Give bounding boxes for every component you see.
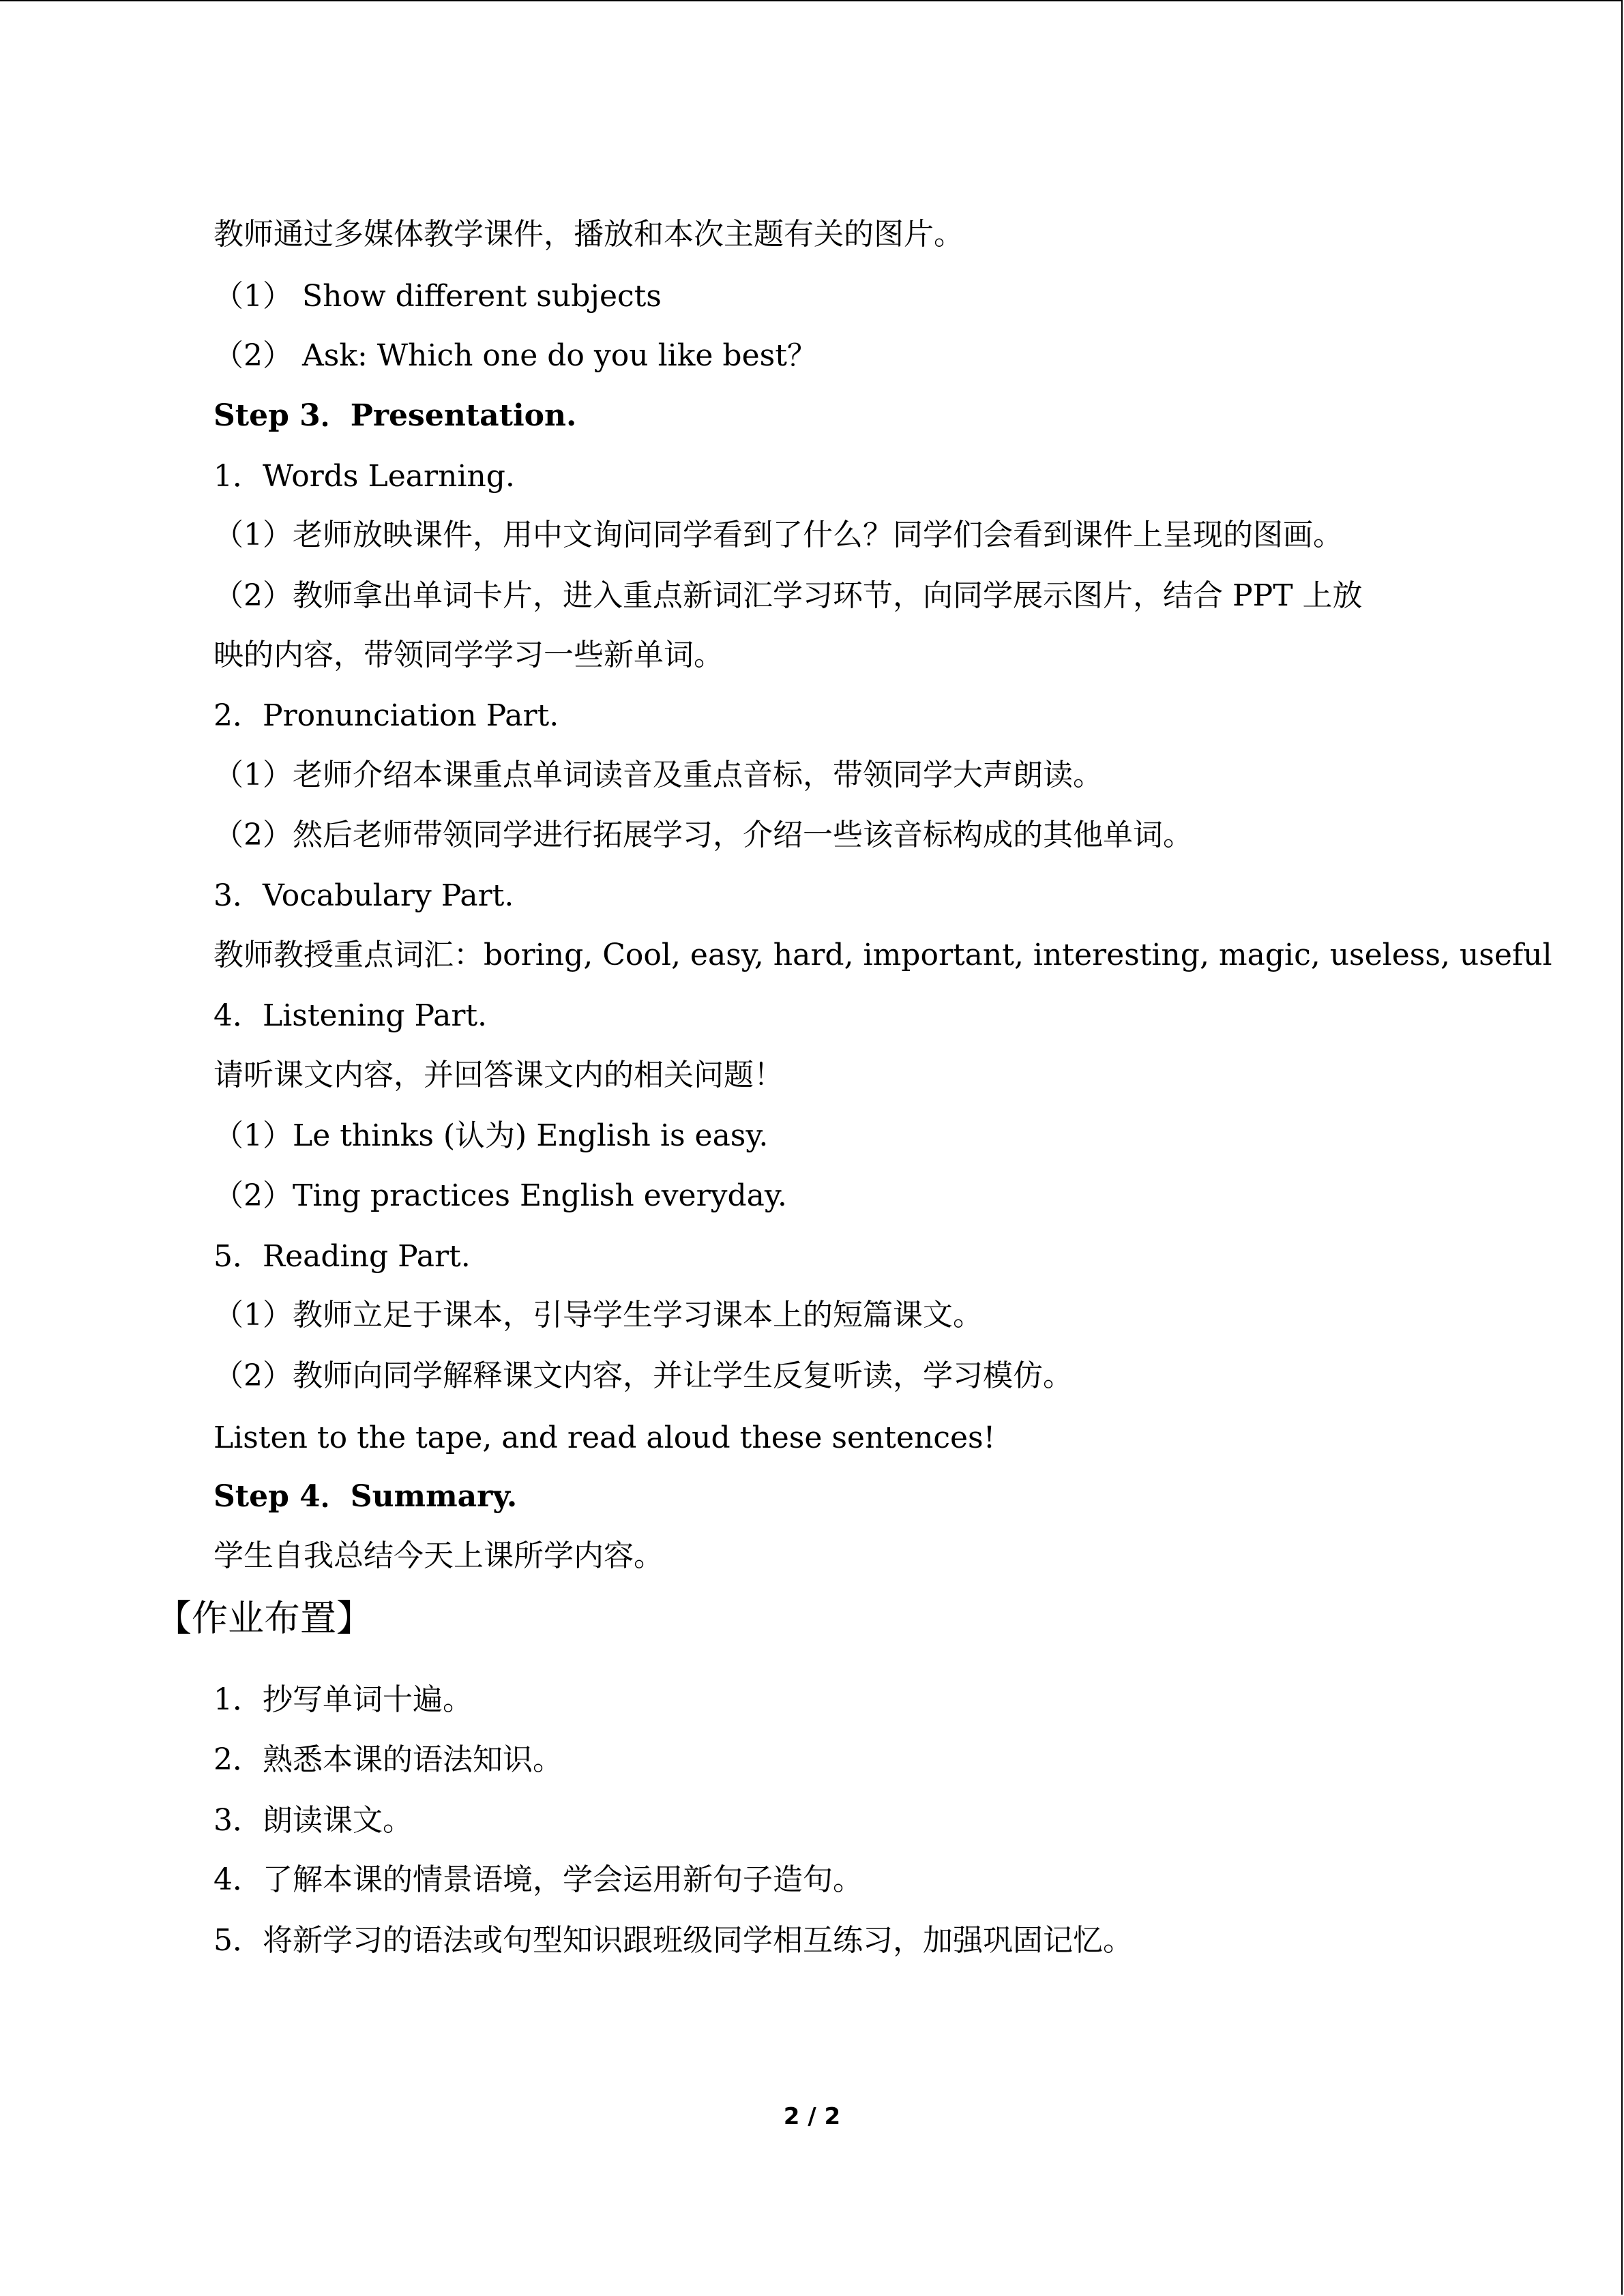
homework-item: 1．抄写单词十遍。 [213,1682,473,1717]
section-title: 4．Listening Part. [213,998,488,1033]
intro-paragraph: 教师通过多媒体教学课件，播放和本次主题有关的图片。 [213,217,964,252]
list-item: （1）老师放映课件，用中文询问同学看到了什么？同学们会看到课件上呈现的图画。 [213,518,1343,552]
reading-instruction: Listen to the tape, and read aloud these sentences! [213,1420,996,1455]
list-item: （2）Ting practices English everyday. [213,1178,787,1213]
list-item: （1）教师立足于课本，引导学生学习课本上的短篇课文。 [213,1298,983,1332]
homework-heading: 【作业布置】 [156,1598,372,1639]
step-3-heading: Step 3．Presentation. [213,398,577,433]
list-item: （1）Le thinks (认为) English is easy. [213,1118,769,1153]
homework-item: 2．熟悉本课的语法知识。 [213,1742,563,1777]
homework-item: 5．将新学习的语法或句型知识跟班级同学相互练习，加强巩固记忆。 [213,1923,1133,1958]
page-number: 2 / 2 [783,2103,841,2130]
list-item-continuation: 映的内容，带领同学学习一些新单词。 [213,638,724,672]
section-title: 3．Vocabulary Part. [213,878,514,913]
step-4-heading: Step 4．Summary. [213,1479,518,1514]
list-item: （1） Show different subjects [213,279,662,314]
listening-instruction: 请听课文内容，并回答课文内的相关问题！ [213,1058,784,1092]
homework-item: 3．朗读课文。 [213,1803,413,1838]
section-title: 5．Reading Part. [213,1239,471,1274]
vocabulary-paragraph: 教师教授重点词汇：boring, Cool, easy, hard, important, interesting, magic, useless, useful [213,938,1552,972]
list-item: （2）教师向同学解释课文内容，并让学生反复听读，学习模仿。 [213,1358,1073,1393]
list-item: （2）然后老师带领同学进行拓展学习，介绍一些该音标构成的其他单词。 [213,818,1193,852]
list-item: （2）教师拿出单词卡片，进入重点新词汇学习环节，向同学展示图片，结合 PPT 上放 [213,578,1363,613]
list-item: （2） Ask: Which one do you like best？ [213,338,817,373]
homework-item: 4．了解本课的情景语境，学会运用新句子造句。 [213,1862,863,1897]
summary-paragraph: 学生自我总结今天上课所学内容。 [213,1538,664,1573]
section-title: 2．Pronunciation Part. [213,698,559,733]
list-item: （1）老师介绍本课重点单词读音及重点音标，带领同学大声朗读。 [213,758,1103,792]
section-title: 1．Words Learning. [213,459,515,494]
